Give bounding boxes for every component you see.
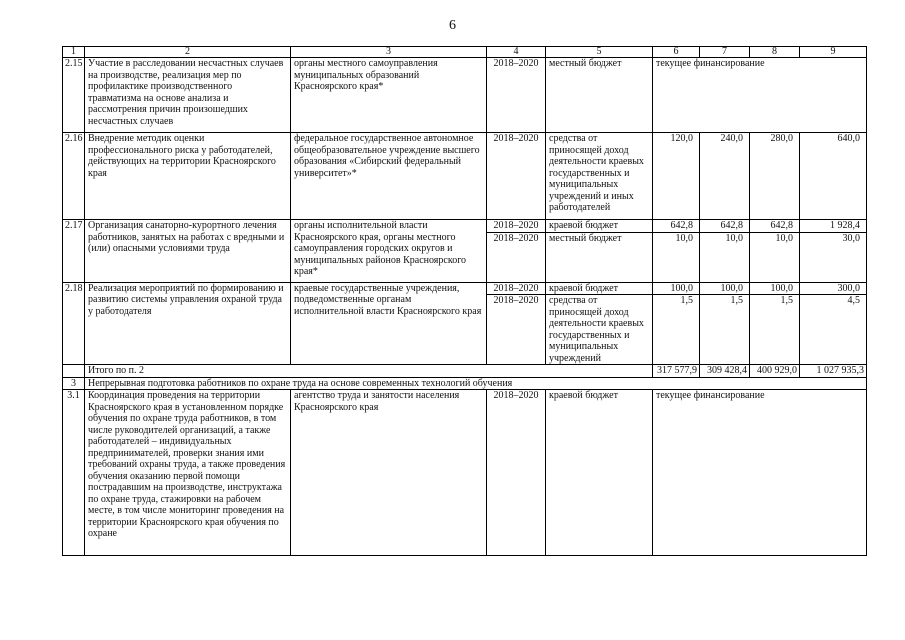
header-cell: 3 [291,47,487,58]
section-number: 3 [63,377,85,390]
years: 2018–2020 [487,58,546,133]
value-2018: 120,0 [653,133,700,220]
years: 2018–2020 [487,282,546,295]
years: 2018–2020 [487,133,546,220]
executor: краевые государственные учреждения, подведомственные органам исполнительной власти Красноярского края [291,282,487,365]
value-2018: 10,0 [653,232,700,282]
row-number: 2.18 [63,282,85,365]
value-2020: 1,5 [750,295,800,365]
value-total: 30,0 [800,232,867,282]
total-2020: 400 929,0 [750,365,800,378]
total-2018: 317 577,9 [653,365,700,378]
funding-source: местный бюджет [546,58,653,133]
funding-note: текущее финансирование [653,58,867,133]
program-table [62,46,867,556]
table-row [63,390,867,556]
page-number: 6 [449,18,456,33]
row-number: 2.16 [63,133,85,220]
value-2019: 1,5 [700,295,750,365]
value-2019: 100,0 [700,282,750,295]
total-sum: 1 027 935,3 [800,365,867,378]
value-2020: 10,0 [750,232,800,282]
row-number: 3.1 [63,390,85,556]
executor: федеральное государственное автономное общеобразовательное учреждение высшего образования «Сибирский федеральный университет»* [291,133,487,220]
value-total: 1 928,4 [800,220,867,233]
years: 2018–2020 [487,390,546,556]
value-2018: 642,8 [653,220,700,233]
executor: органы исполнительной власти Красноярского края, органы местного самоуправления городских округов и муниципальных районов Красноярского края* [291,220,487,283]
total-row [63,365,867,378]
funding-source: краевой бюджет [546,282,653,295]
years: 2018–2020 [487,220,546,233]
measure-name: Организация санаторно-курортного лечения работников, занятых на работах с вредными и (или) опасными условиями труда [85,220,291,283]
funding-source: местный бюджет [546,232,653,282]
funding-source: краевой бюджет [546,390,653,556]
value-2018: 100,0 [653,282,700,295]
measure-name: Координация проведения на территории Красноярского края в установленном порядке обучения по охране труда работников, в том числе руководителей организаций, а также работодателей – индивидуальных предпринимателей, проверки знания ими требований охраны труда, а также проведения обучения оказанию первой помощи пострадавшим на производстве, инструктажа по охране труда, стажировки на рабочем месте, в том числе мониторинг проведения на территории Красноярского края обучения по охране [85,390,291,556]
table-row [63,133,867,220]
table-row [63,282,867,295]
total-2019: 309 428,4 [700,365,750,378]
header-cell: 9 [800,47,867,58]
table-row [63,220,867,233]
value-2020: 280,0 [750,133,800,220]
value-total: 4,5 [800,295,867,365]
table-row [63,58,867,133]
value-2019: 642,8 [700,220,750,233]
row-number: 2.17 [63,220,85,283]
header-cell: 2 [85,47,291,58]
total-label: Итого по п. 2 [85,365,653,378]
measure-name: Внедрение методик оценки профессионального риска у работодателей, действующих на территории Красноярского края [85,133,291,220]
header-cell: 7 [700,47,750,58]
years: 2018–2020 [487,232,546,282]
header-cell: 1 [63,47,85,58]
header-cell: 8 [750,47,800,58]
measure-name: Участие в расследовании несчастных случаев на производстве, реализация мер по профилактике производственного травматизма на основе анализа и рассмотрения причин произошедших несчастных случаев [85,58,291,133]
header-row [63,47,867,58]
value-2019: 240,0 [700,133,750,220]
funding-source: краевой бюджет [546,220,653,233]
section-row [63,377,867,390]
value-2018: 1,5 [653,295,700,365]
header-cell: 4 [487,47,546,58]
measure-name: Реализация мероприятий по формированию и развитию системы управления охраной труда у работодателя [85,282,291,365]
header-cell: 6 [653,47,700,58]
value-2019: 10,0 [700,232,750,282]
executor: органы местного самоуправления муниципальных образований Красноярского края* [291,58,487,133]
years: 2018–2020 [487,295,546,365]
value-2020: 642,8 [750,220,800,233]
row-number: 2.15 [63,58,85,133]
section-title: Непрерывная подготовка работников по охране труда на основе современных технологий обучения [85,377,867,390]
funding-source: средства от приносящей доход деятельности краевых государственных и муниципальных учреждений и иных работодателей [546,133,653,220]
funding-source: средства от приносящей доход деятельности краевых государственных и муниципальных учреждений [546,295,653,365]
value-total: 300,0 [800,282,867,295]
header-cell: 5 [546,47,653,58]
value-total: 640,0 [800,133,867,220]
value-2020: 100,0 [750,282,800,295]
funding-note: текущее финансирование [653,390,867,556]
executor: агентство труда и занятости населения Красноярского края [291,390,487,556]
